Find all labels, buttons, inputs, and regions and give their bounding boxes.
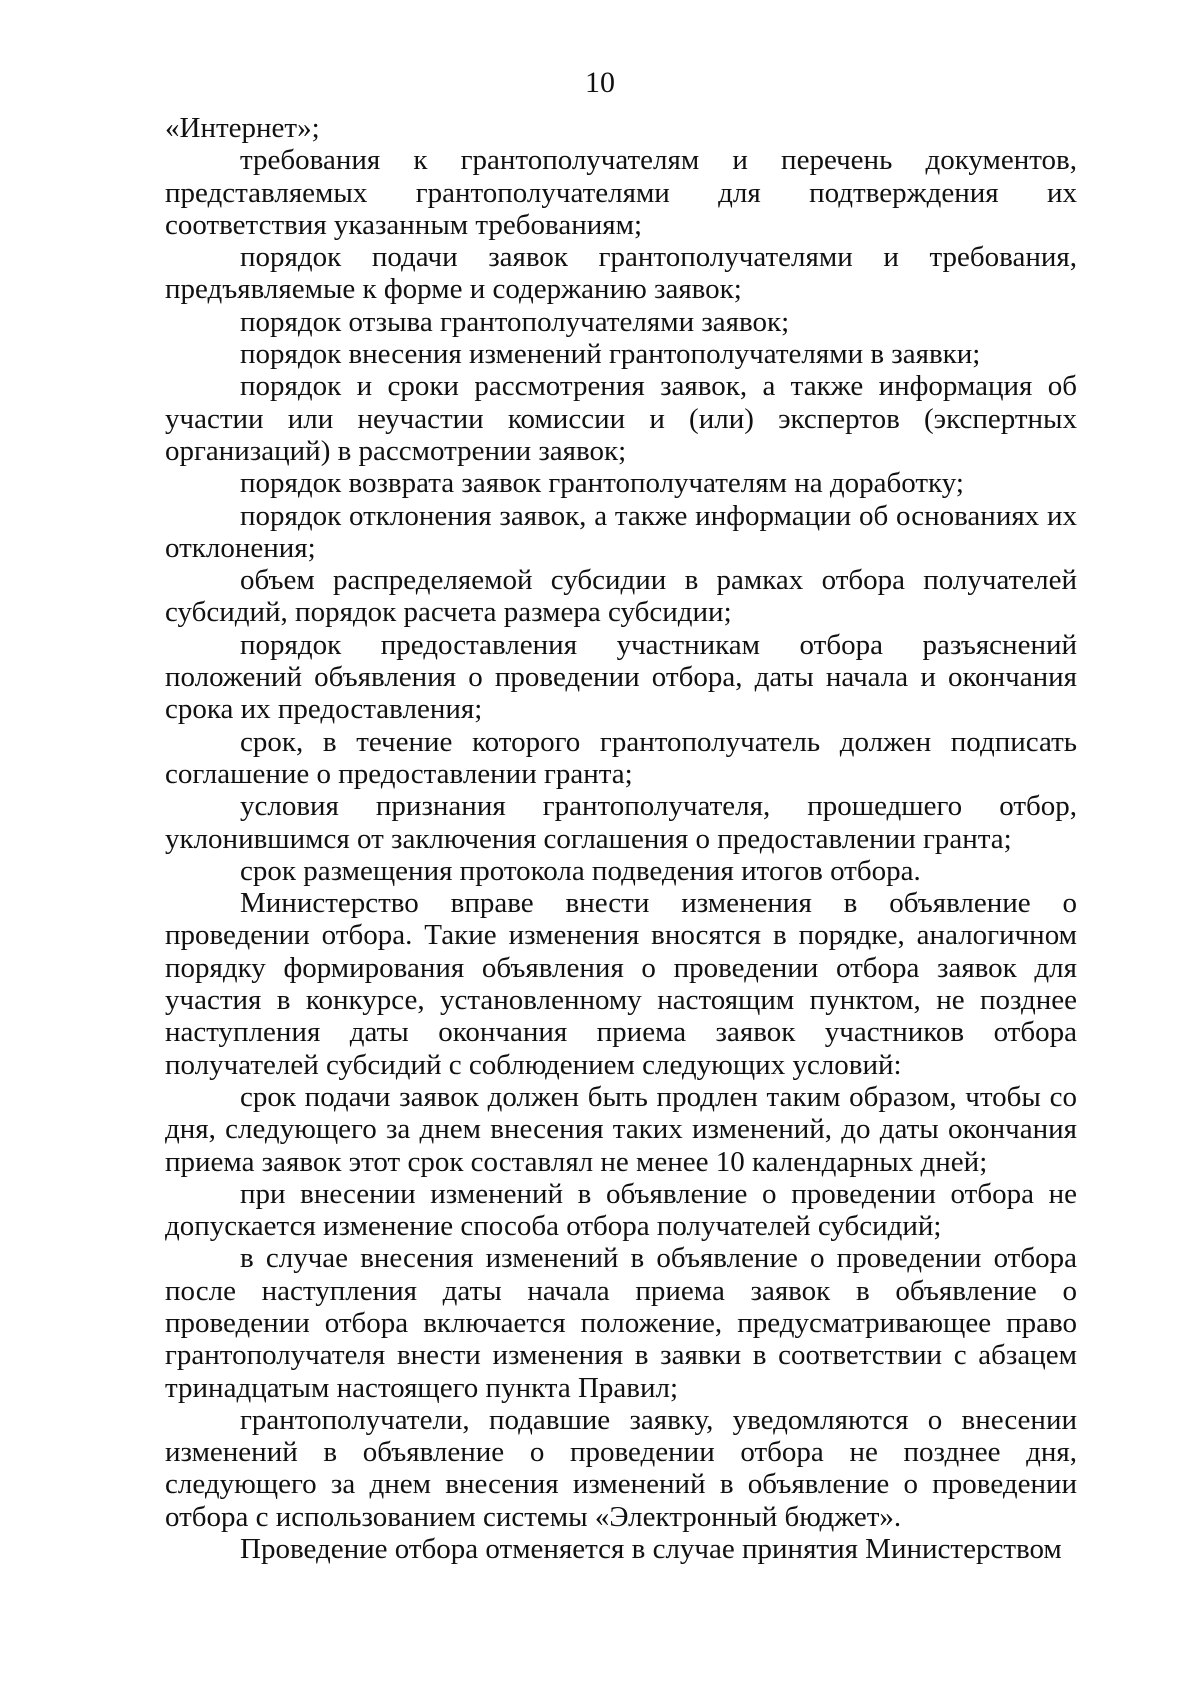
paragraph: порядок и сроки рассмотрения заявок, а также информация об участии или неучастии комиссии и (или) экспертов (экспертных организаций) в рассмотрении заявок; [165,370,1077,467]
paragraph: порядок предоставления участникам отбора разъяснений положений объявления о проведении отбора, даты начала и окончания срока их предоставления; [165,628,1077,726]
paragraph: «Интернет»; [165,112,320,144]
paragraph: порядок подачи заявок грантополучателями и требования, предъявляемые к форме и содержанию заявок; [165,241,1077,306]
paragraph: объем распределяемой субсидии в рамках отбора получателей субсидий, порядок расчета размера субсидии; [165,564,1077,629]
paragraph: условия признания грантополучателя, прошедшего отбор, уклонившимся от заключения соглашения о предоставлении гранта; [165,790,1077,855]
paragraph: порядок возврата заявок грантополучателям на доработку; [240,467,964,500]
paragraph: в случае внесения изменений в объявление о проведении отбора после наступления даты начала приема заявок в объявление о проведении отбора включается положение, предусматривающее право грантополучателя внести изменения в заявки в соответствии с абзацем тринадцатым настоящего пункта Правил; [165,1242,1077,1404]
paragraph: при внесении изменений в объявление о проведении отбора не допускается изменение способа отбора получателей субсидий; [165,1177,1077,1243]
document-body [165,112,1077,1565]
page-number: 10 [585,66,615,99]
paragraph: грантополучатели, подавшие заявку, уведомляются о внесении изменений в объявление о проведении отбора не позднее дня, следующего за днем внесения изменений в объявление о проведении отбора с использованием системы «Электронный бюджет». [165,1403,1077,1533]
paragraph: срок размещения протокола подведения итогов отбора. [240,854,921,887]
paragraph: порядок внесения изменений грантополучателями в заявки; [240,338,981,371]
paragraph: срок подачи заявок должен быть продлен таким образом, чтобы со дня, следующего за днем внесения таких изменений, до даты окончания приема заявок этот срок составлял не менее 10 календарных дней; [165,1080,1077,1178]
paragraph: Министерство вправе внести изменения в объявление о проведении отбора. Такие изменения вносятся в порядке, аналогичном порядку формирования объявления о проведении отбора заявок для участия в конкурсе, установленному настоящим пунктом, не позднее наступления даты окончания приема заявок участников отбора получателей субсидий с соблюдением следующих условий: [165,887,1077,1081]
paragraph: порядок отклонения заявок, а также информации об основаниях их отклонения; [165,499,1077,564]
paragraph: Проведение отбора отменяется в случае принятия Министерством [240,1533,1062,1566]
paragraph: требования к грантополучателям и перечень документов, представляемых грантополучателями для подтверждения их соответствия указанным требованиям; [165,144,1077,241]
paragraph: порядок отзыва грантополучателями заявок; [240,305,790,338]
paragraph: срок, в течение которого грантополучатель должен подписать соглашение о предоставлении гранта; [165,725,1077,790]
